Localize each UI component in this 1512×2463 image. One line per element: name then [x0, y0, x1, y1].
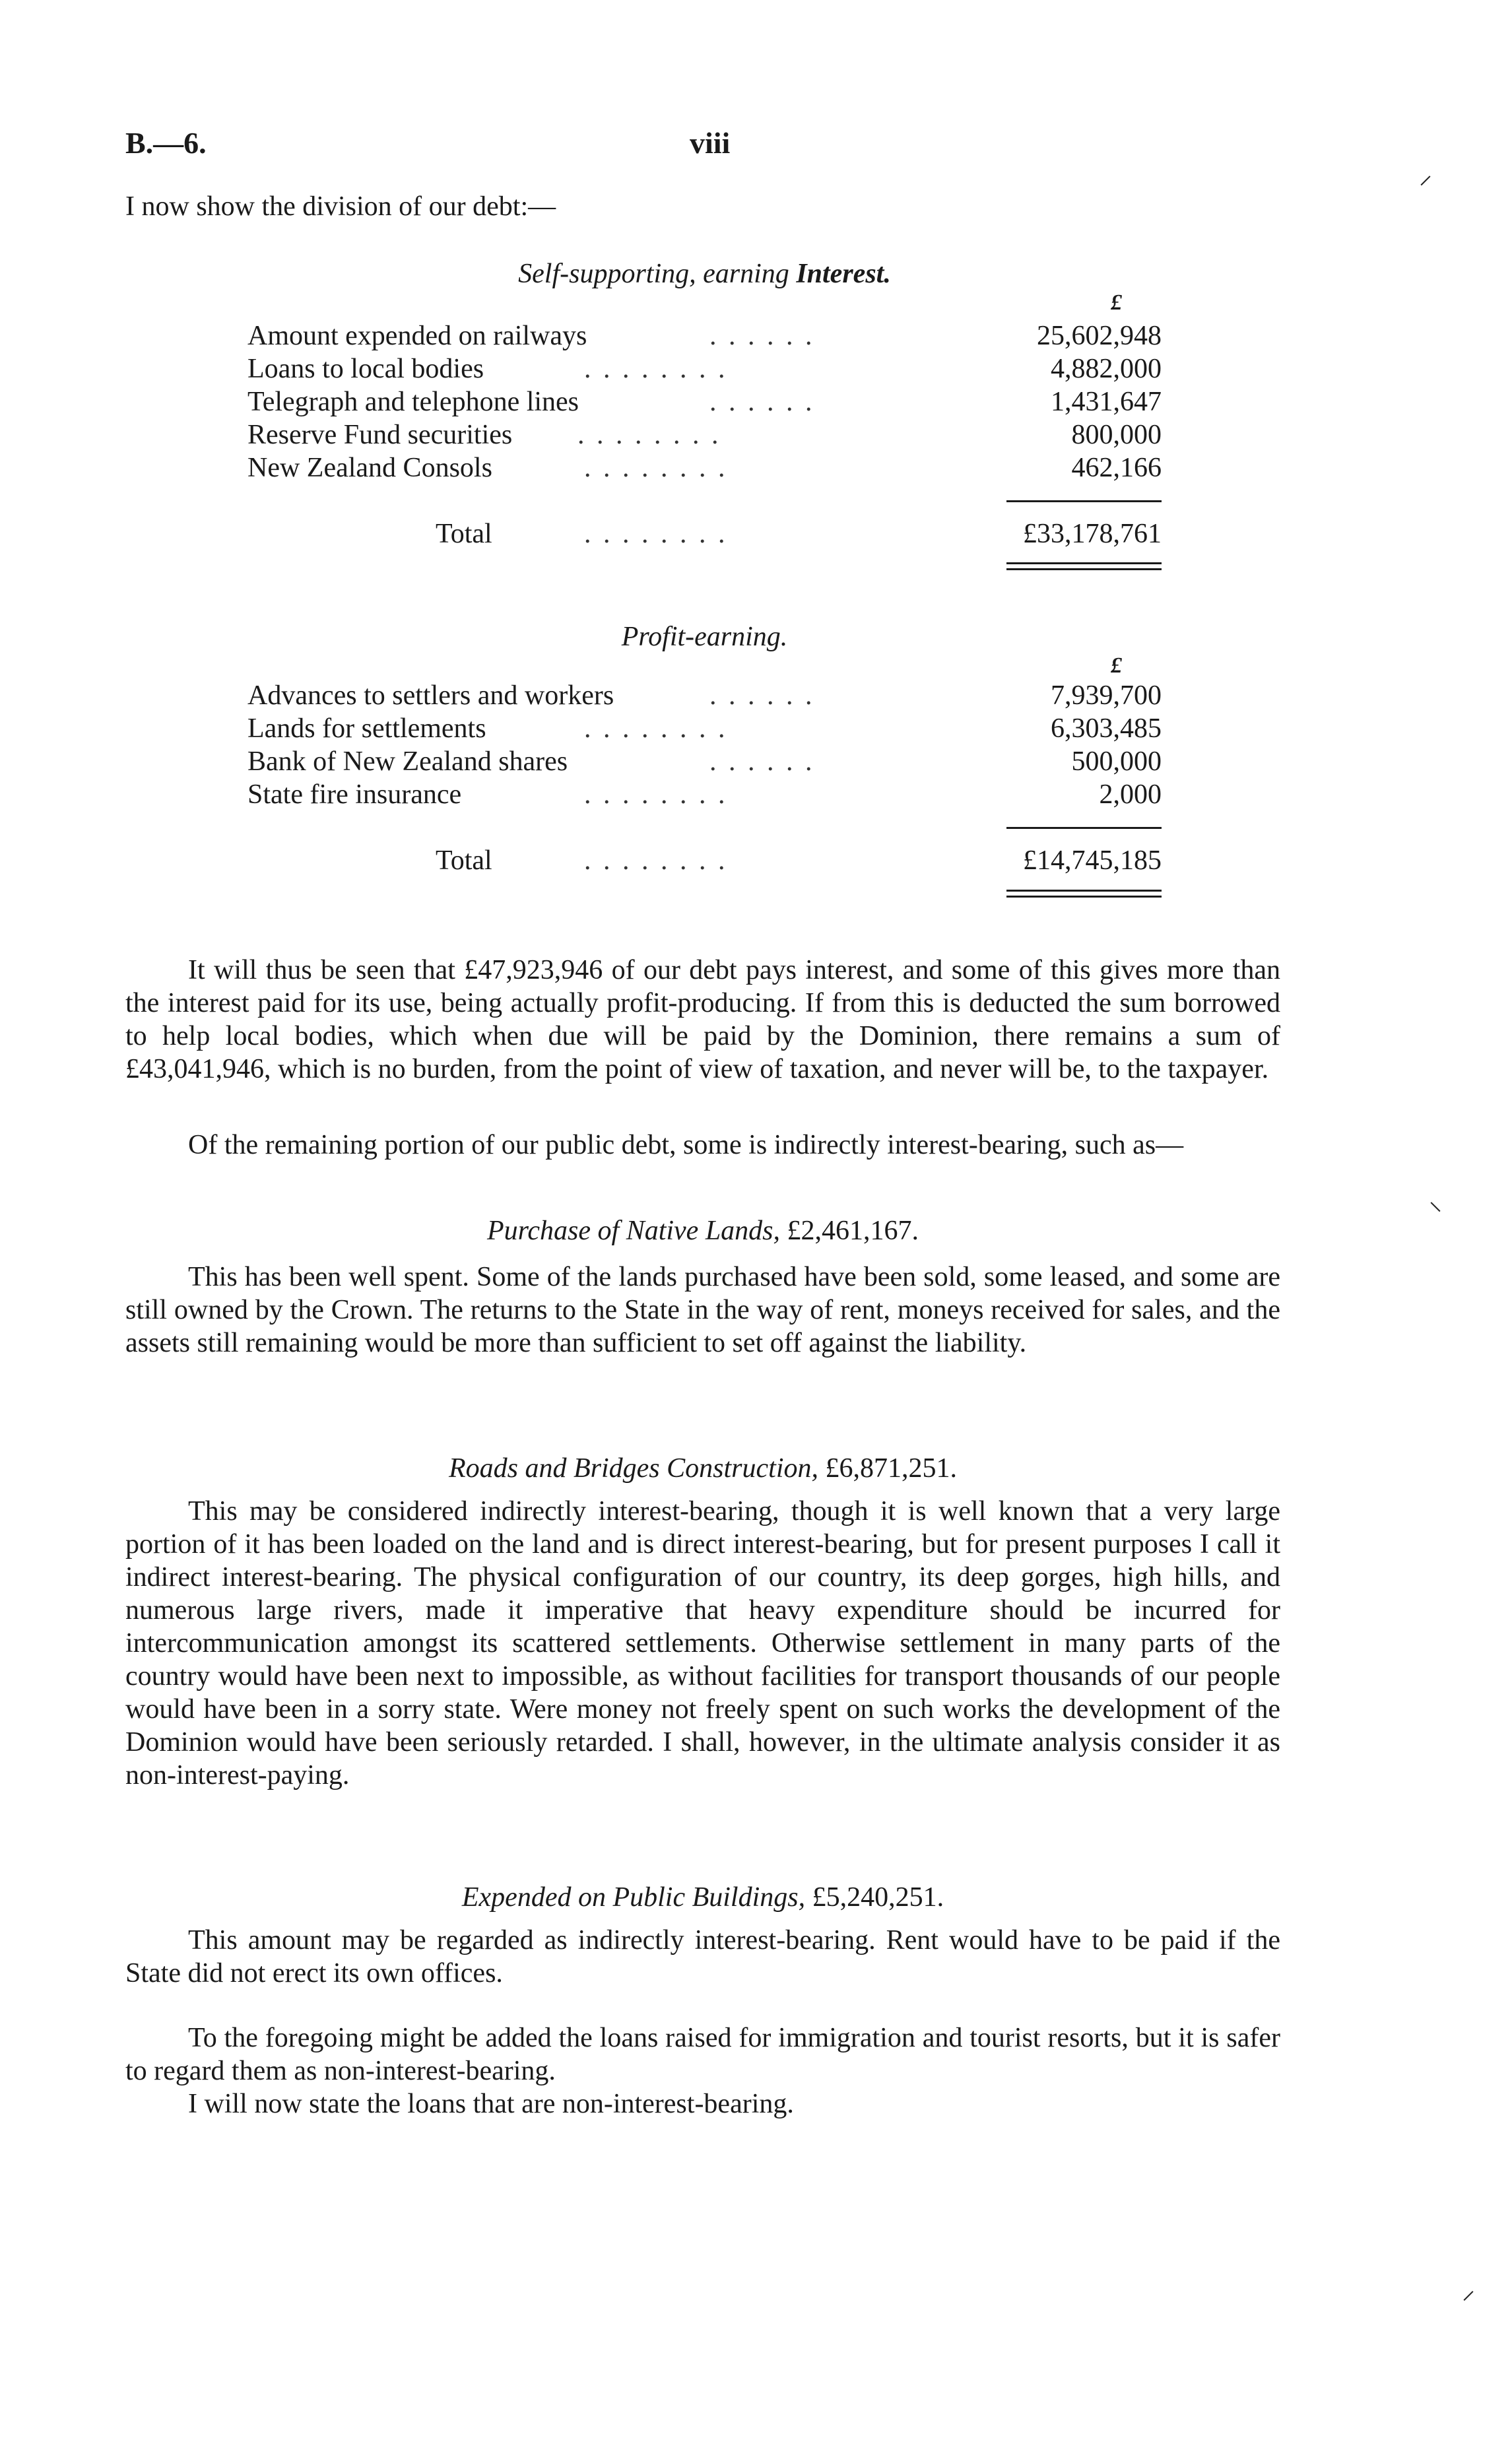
section-amount: £2,461,167. — [787, 1216, 919, 1246]
row-label: New Zealand Consols — [247, 453, 492, 483]
margin-tick-mark: ⸜ — [1429, 1186, 1442, 1216]
buildings-paragraph: This amount may be regarded as indirectly interest-bearing. Rent would have to be paid if the State did not erect its own offices. — [125, 1925, 1280, 1988]
table-row — [247, 746, 1162, 779]
table-row — [247, 680, 1162, 713]
row-label: Reserve Fund securities — [247, 420, 513, 450]
row-label: State fire insurance — [247, 779, 462, 810]
leader-dots: . . . . . . . . — [584, 519, 728, 549]
total-label: Total — [436, 519, 492, 549]
total-row — [247, 845, 1162, 878]
currency-unit: £ — [1111, 290, 1122, 315]
total-value: £14,745,185 — [1023, 845, 1162, 876]
row-value: 1,431,647 — [1051, 387, 1162, 417]
heading-part: Self-supporting, — [518, 259, 696, 289]
table-row — [247, 353, 1162, 386]
table-row — [247, 419, 1162, 452]
buildings-heading — [125, 1881, 1280, 1914]
total-label: Total — [436, 845, 492, 876]
row-value: 6,303,485 — [1051, 713, 1162, 744]
table-row — [247, 452, 1162, 485]
row-value: 4,882,000 — [1051, 354, 1162, 384]
total-value: £33,178,761 — [1023, 519, 1162, 549]
roads-heading — [125, 1452, 1280, 1485]
leader-dots: . . . . . . — [709, 746, 815, 777]
leader-dots: . . . . . . . . — [584, 845, 728, 876]
table-row — [247, 386, 1162, 419]
leader-dots: . . . . . . . . — [577, 420, 721, 450]
paragraph-interest: It will thus be seen that £47,923,946 of our debt pays interest, and some of this gives more than the interest paid for its use, being actually profit-producing. If from this is deducted the sum borrowed to help local bodies, which when due will be paid by the Dominion, there remains a sum of £43,041,946, which is no burden, from the point of view of taxation, and never will be, to the taxpayer. — [125, 955, 1280, 1084]
row-value: 2,000 — [1099, 779, 1162, 810]
section-title: Purchase of Native Lands, — [486, 1216, 781, 1246]
row-value: 462,166 — [1071, 453, 1162, 483]
leader-dots: . . . . . . . . — [584, 453, 728, 483]
total-row — [247, 518, 1162, 551]
section-amount: £5,240,251. — [812, 1882, 944, 1913]
row-label: Advances to settlers and workers — [247, 680, 614, 711]
double-rule — [1006, 562, 1162, 570]
total-rule — [1006, 500, 1162, 502]
paragraph-remaining: Of the remaining portion of our public debt, some is indirectly interest-bearing, such as— — [188, 1130, 1184, 1160]
leader-dots: . . . . . . . . — [584, 713, 728, 744]
roads-paragraph: This may be considered indirectly interest-bearing, though it is well known that a very large portion of it has been loaded on the land and is direct interest-bearing, but for present purposes I call it indirect interest-bearing. The physical configuration of our country, its deep gorges, high hills, and numerous large rivers, made it imperative that heavy expenditure should be incurred for intercommunication amongst its scattered settlements. Otherwise settlement in many parts of the country would have been next to impossible, as without facilities for transport thousands of our people would have been in a sorry state. Were money not freely spent on such works the development of the Dominion would have been seriously retarded. I shall, however, in the ultimate analysis consider it as non-interest-paying. — [125, 1496, 1280, 1790]
row-value: 800,000 — [1071, 420, 1162, 450]
leader-dots: . . . . . . . . — [584, 779, 728, 810]
row-value: 25,602,948 — [1037, 321, 1162, 351]
native-lands-paragraph: This has been well spent. Some of the lands purchased have been sold, some leased, and some are still owned by the Crown. The returns to the State in the way of rent, moneys received for sales, and the assets still remaining would be more than sufficient to set off against the liability. — [125, 1262, 1280, 1358]
row-value: 7,939,700 — [1051, 680, 1162, 711]
section-amount: £6,871,251. — [825, 1453, 957, 1484]
leader-dots: . . . . . . — [709, 387, 815, 417]
profit-earning-heading: Profit-earning. — [621, 622, 788, 652]
leader-dots: . . . . . . . . — [584, 354, 728, 384]
double-rule — [1006, 890, 1162, 898]
leader-dots: . . . . . . — [709, 321, 815, 351]
native-lands-heading — [125, 1214, 1280, 1247]
table-row — [247, 779, 1162, 812]
section-title: Expended on Public Buildings, — [461, 1882, 806, 1913]
heading-part: earning — [703, 259, 789, 289]
table-row — [247, 320, 1162, 353]
section-title: Roads and Bridges Construction, — [448, 1453, 818, 1484]
heading-part: Interest. — [796, 259, 891, 289]
row-label: Lands for settlements — [247, 713, 486, 744]
page-number: viii — [690, 126, 731, 160]
row-label: Loans to local bodies — [247, 354, 484, 384]
total-rule — [1006, 827, 1162, 829]
currency-unit: £ — [1111, 653, 1122, 678]
paragraph-immigration: To the foregoing might be added the loans raised for immigration and tourist resorts, but it is safer to regard them as non-interest-bearing. — [125, 2023, 1280, 2086]
self-supporting-heading — [247, 257, 1162, 290]
leader-dots: . . . . . . — [709, 680, 815, 711]
margin-tick-mark: ⸝ — [1462, 2275, 1475, 2305]
row-value: 500,000 — [1071, 746, 1162, 777]
document-reference: B.—6. — [125, 126, 207, 160]
paragraph-state: I will now state the loans that are non-interest-bearing. — [188, 2089, 794, 2119]
margin-tick-mark: ⸝ — [1419, 160, 1432, 189]
row-label: Telegraph and telephone lines — [247, 387, 579, 417]
intro-line: I now show the division of our debt:— — [125, 191, 556, 222]
row-label: Bank of New Zealand shares — [247, 746, 568, 777]
table-row — [247, 713, 1162, 746]
row-label: Amount expended on railways — [247, 321, 587, 351]
